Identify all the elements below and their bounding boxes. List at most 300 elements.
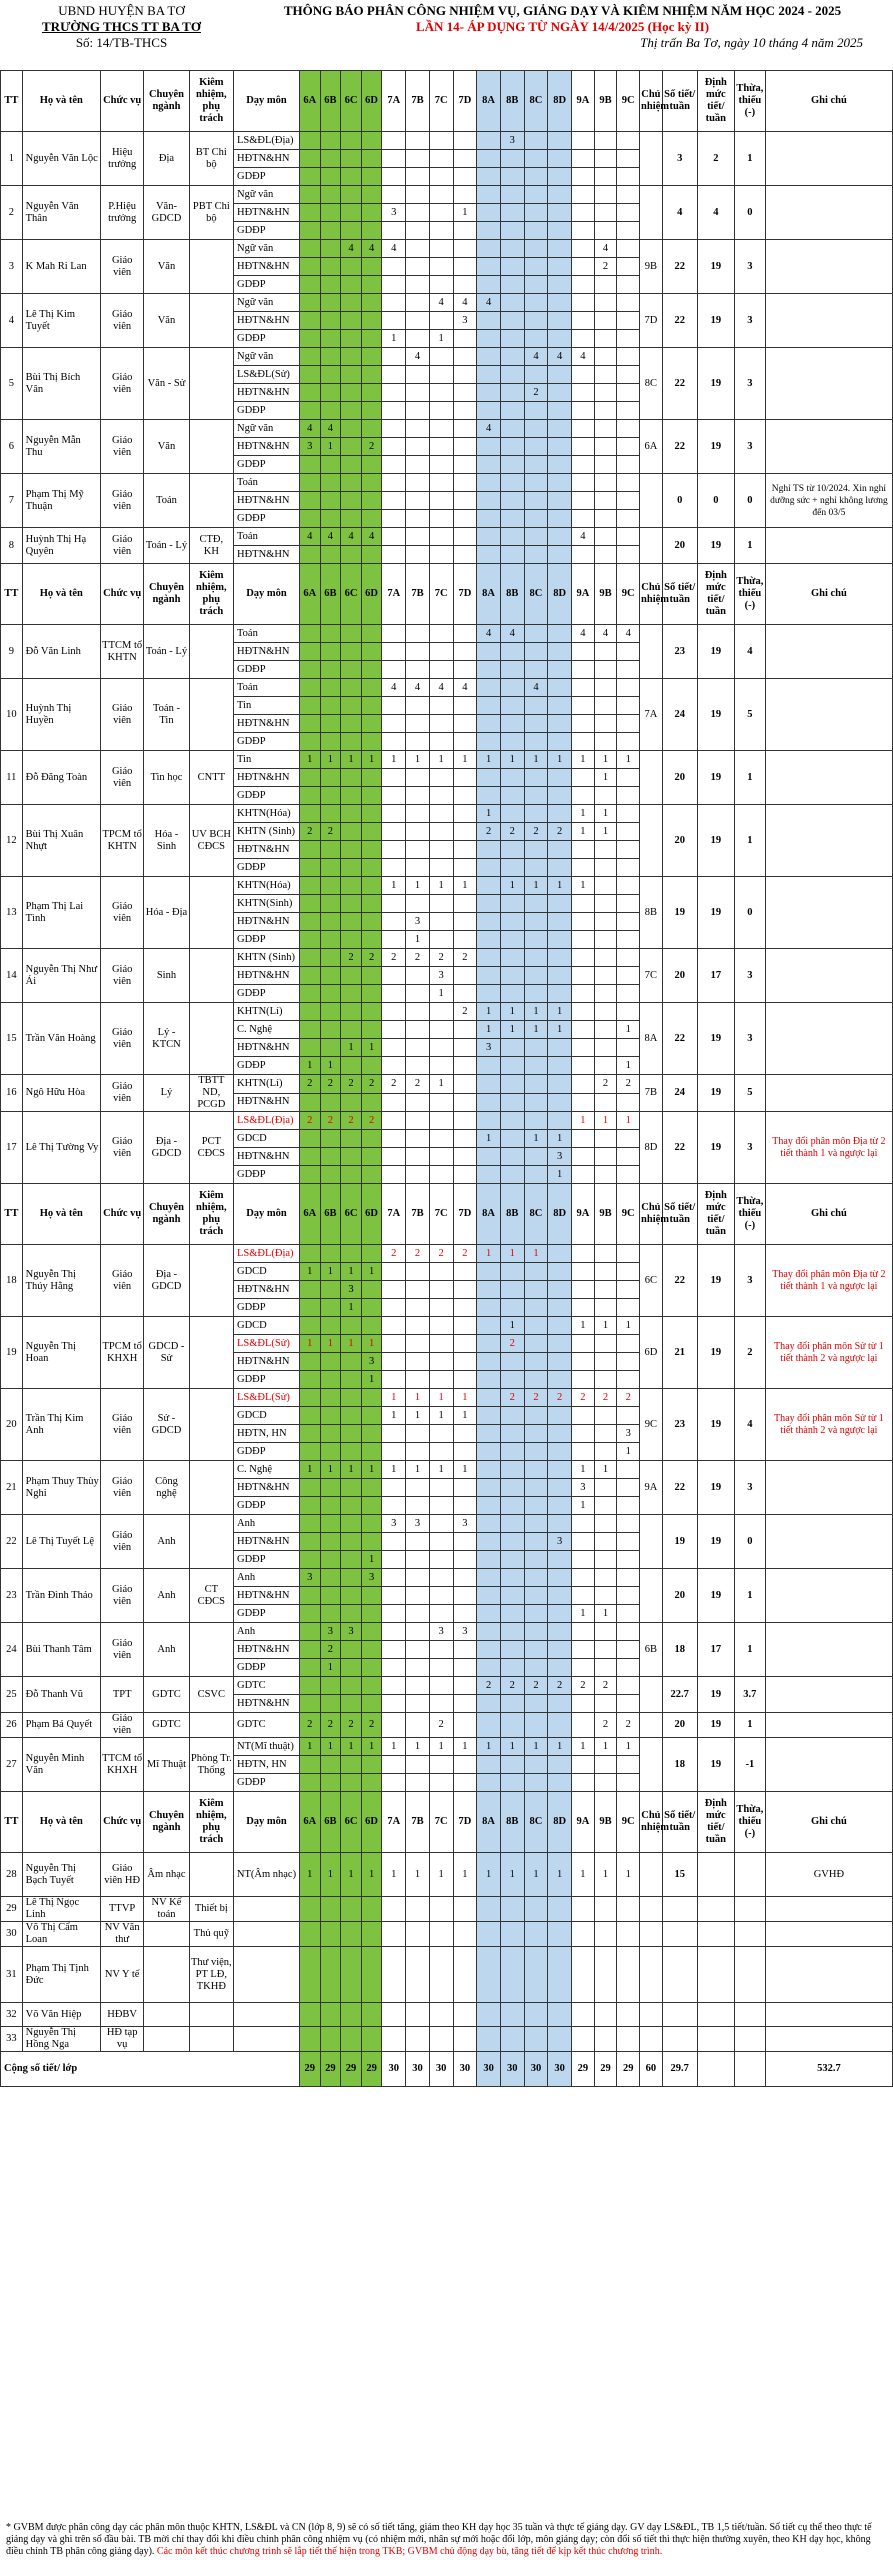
period-cell-6a: 1 <box>299 751 320 769</box>
period-cell-9a <box>572 474 595 492</box>
col-class-header-8c: 8C <box>524 564 548 625</box>
period-cell-9a <box>572 787 595 805</box>
period-cell-6a: 3 <box>299 438 320 456</box>
period-cell-6d <box>361 697 382 715</box>
teacher-concurrent: UV BCH CĐCS <box>189 805 233 877</box>
periods-cell: 21 <box>662 1317 697 1389</box>
period-cell-6c <box>341 895 362 913</box>
period-cell-7d <box>453 1641 477 1659</box>
period-cell-6d <box>361 1533 382 1551</box>
row-number: 3 <box>1 240 23 294</box>
subject-cell: KHTN(Hóa) <box>233 805 299 823</box>
period-cell-8a: 1 <box>477 1853 501 1897</box>
teacher-major: Văn-GDCD <box>144 186 189 240</box>
subject-cell: LS&ĐL(Sử) <box>233 1389 299 1407</box>
period-cell-6a <box>299 1587 320 1605</box>
teacher-position: Giáo viên <box>101 1461 144 1515</box>
total-cell-8d: 30 <box>548 2052 572 2087</box>
col-class-header-7c: 7C <box>429 1184 453 1245</box>
period-cell-6d <box>361 510 382 528</box>
teacher-position: Giáo viên <box>101 949 144 1003</box>
period-cell-7d <box>453 769 477 787</box>
row-number: 15 <box>1 1003 23 1075</box>
period-cell-9b <box>594 420 617 438</box>
homeroom-cell: 6D <box>640 1317 663 1389</box>
period-cell-9a <box>572 204 595 222</box>
period-cell-6d: 1 <box>361 751 382 769</box>
period-cell-9c <box>617 1569 640 1587</box>
period-cell-6c: 4 <box>341 528 362 546</box>
period-cell-9c <box>617 420 640 438</box>
period-cell-9a <box>572 402 595 420</box>
period-cell-8c <box>524 967 548 985</box>
period-cell-6b <box>320 294 341 312</box>
staff-name: Nguyễn Thị Hồng Nga <box>22 2027 100 2052</box>
period-cell-9a <box>572 276 595 294</box>
subject-cell: KHTN(Lí) <box>233 1075 299 1094</box>
period-cell-7c: 1 <box>429 1075 453 1094</box>
period-cell-7a <box>382 1623 406 1641</box>
subject-cell: GDĐP <box>233 1166 299 1184</box>
col-class-header-6d: 6D <box>361 1792 382 1853</box>
period-cell-6a <box>299 1515 320 1533</box>
document-header <box>0 0 893 70</box>
period-cell-7d <box>453 625 477 643</box>
period-cell-8c <box>524 204 548 222</box>
period-cell-9b <box>594 474 617 492</box>
period-cell-9c <box>617 1093 640 1112</box>
period-cell-9b <box>594 294 617 312</box>
period-cell-6c <box>341 1641 362 1659</box>
period-cell-8d <box>548 1407 572 1425</box>
subject-cell: HĐTN&HN <box>233 438 299 456</box>
period-cell-9c <box>617 366 640 384</box>
period-cell-8a <box>477 492 501 510</box>
period-cell-7c <box>429 1057 453 1075</box>
periods-cell: 18 <box>662 1623 697 1677</box>
teacher-major: Công nghệ <box>144 1461 189 1515</box>
period-cell-7b <box>406 1587 430 1605</box>
col-class-header-9c: 9C <box>617 71 640 132</box>
period-cell-6a <box>299 1443 320 1461</box>
period-cell-9c <box>617 913 640 931</box>
period-cell-6d <box>361 841 382 859</box>
period-cell-6b <box>320 258 341 276</box>
period-cell-7c <box>429 841 453 859</box>
staff-row <box>1 1947 893 2003</box>
period-cell-9a <box>572 1774 595 1792</box>
col-class-header-7d: 7D <box>453 564 477 625</box>
period-cell-7d <box>453 805 477 823</box>
period-cell-7d <box>453 510 477 528</box>
period-cell-7c <box>429 1263 453 1281</box>
period-cell-9b <box>594 1425 617 1443</box>
teacher-row <box>1 877 893 895</box>
homeroom-cell <box>640 1947 663 2003</box>
period-cell-8d <box>548 1641 572 1659</box>
subject-cell: HĐTN&HN <box>233 1039 299 1057</box>
period-cell-6c <box>341 1774 362 1792</box>
period-cell-6d <box>361 895 382 913</box>
period-cell-7c: 2 <box>429 949 453 967</box>
period-cell-7d <box>453 384 477 402</box>
period-cell-9a <box>572 510 595 528</box>
period-cell-7c: 3 <box>429 967 453 985</box>
period-cell-6a: 2 <box>299 1112 320 1130</box>
period-cell-6b <box>320 1605 341 1623</box>
period-cell-9b <box>594 528 617 546</box>
period-cell-7a: 2 <box>382 1075 406 1094</box>
teacher-concurrent <box>189 1389 233 1461</box>
period-cell-9c <box>617 931 640 949</box>
period-cell-8d <box>548 1425 572 1443</box>
col-class-header-7a: 7A <box>382 1792 406 1853</box>
period-cell-6c <box>341 1515 362 1533</box>
period-cell-9c: 1 <box>617 1057 640 1075</box>
note-cell <box>765 1569 892 1623</box>
subject-cell: HĐTN&HN <box>233 1641 299 1659</box>
period-cell-6a <box>299 1371 320 1389</box>
period-cell-6d <box>361 186 382 204</box>
period-cell-9c <box>617 1677 640 1695</box>
period-cell-6c <box>341 1389 362 1407</box>
period-cell-7b: 1 <box>406 1853 430 1897</box>
period-cell-8d <box>548 1317 572 1335</box>
period-cell-9b <box>594 330 617 348</box>
period-cell-7a <box>382 823 406 841</box>
period-cell-9a <box>572 697 595 715</box>
period-cell-6b <box>320 168 341 186</box>
period-cell-9a <box>572 1281 595 1299</box>
staff-major: NV Kế toán <box>144 1897 189 1922</box>
subject-cell: GDCD <box>233 1407 299 1425</box>
period-cell-8a <box>477 1407 501 1425</box>
period-cell-7b: 2 <box>406 949 430 967</box>
period-cell-8a <box>477 1281 501 1299</box>
period-cell-8b <box>500 1039 524 1057</box>
period-cell-7b <box>406 1281 430 1299</box>
period-cell-9c <box>617 1947 640 2003</box>
staff-concurrent <box>189 1853 233 1897</box>
period-cell-8d <box>548 841 572 859</box>
subject-cell: GDĐP <box>233 456 299 474</box>
period-cell-7b <box>406 474 430 492</box>
period-cell-7b <box>406 438 430 456</box>
total-cell-6b: 29 <box>320 2052 341 2087</box>
period-cell-7a <box>382 1479 406 1497</box>
period-cell-6d <box>361 1407 382 1425</box>
period-cell-8d <box>548 967 572 985</box>
period-cell-7c <box>429 1443 453 1461</box>
quota-cell: 19 <box>697 1677 734 1713</box>
period-cell-8b <box>500 150 524 168</box>
period-cell-7a <box>382 643 406 661</box>
staff-row <box>1 1922 893 1947</box>
period-cell-8a <box>477 1371 501 1389</box>
period-cell-9c <box>617 643 640 661</box>
period-cell-9c <box>617 348 640 366</box>
period-cell-7b <box>406 1922 430 1947</box>
period-cell-8c: 1 <box>524 1738 548 1756</box>
col-class-header-7b: 7B <box>406 564 430 625</box>
period-cell-6b: 1 <box>320 751 341 769</box>
period-cell-7d <box>453 348 477 366</box>
subject-cell: GDĐP <box>233 1605 299 1623</box>
period-cell-6b: 1 <box>320 1461 341 1479</box>
col-quota-header: Định mức tiết/ tuần <box>697 564 734 625</box>
period-cell-9c: 4 <box>617 625 640 643</box>
teacher-major: Tin học <box>144 751 189 805</box>
period-cell-7d: 1 <box>453 1738 477 1756</box>
period-cell-7c <box>429 1093 453 1112</box>
subject-cell: Anh <box>233 1569 299 1587</box>
teacher-name: Phạm Bá Quyết <box>22 1713 100 1738</box>
period-cell-6c <box>341 402 362 420</box>
quota-cell: 19 <box>697 1112 734 1184</box>
teacher-concurrent <box>189 679 233 751</box>
period-cell-8a <box>477 1623 501 1641</box>
period-cell-9b <box>594 384 617 402</box>
note-cell <box>765 528 892 564</box>
period-cell-7b <box>406 312 430 330</box>
total-homeroom: 60 <box>640 2052 663 2087</box>
period-cell-7a <box>382 1587 406 1605</box>
staff-concurrent <box>189 2027 233 2052</box>
period-cell-6c <box>341 1003 362 1021</box>
period-cell-8a: 1 <box>477 805 501 823</box>
quota-cell: 19 <box>697 528 734 564</box>
period-cell-6a <box>299 643 320 661</box>
period-cell-7a <box>382 2003 406 2027</box>
period-cell-6c <box>341 1425 362 1443</box>
period-cell-9c <box>617 1039 640 1057</box>
period-cell-7b <box>406 2027 430 2052</box>
period-cell-9c <box>617 1659 640 1677</box>
homeroom-cell: 7C <box>640 949 663 1003</box>
period-cell-7b <box>406 186 430 204</box>
period-cell-9a <box>572 1569 595 1587</box>
period-cell-6d: 1 <box>361 1335 382 1353</box>
subject-cell: C. Nghệ <box>233 1021 299 1039</box>
header-row <box>1 1792 893 1853</box>
period-cell-7d <box>453 1317 477 1335</box>
col-class-header-8d: 8D <box>548 1792 572 1853</box>
period-cell-9b <box>594 859 617 877</box>
teacher-position: Giáo viên <box>101 1112 144 1184</box>
period-cell-8a: 1 <box>477 1738 501 1756</box>
period-cell-6d: 3 <box>361 1353 382 1371</box>
period-cell-7c <box>429 1281 453 1299</box>
period-cell-7d <box>453 1093 477 1112</box>
col-major-header: Chuyên ngành <box>144 1792 189 1853</box>
period-cell-6a <box>299 1774 320 1792</box>
period-cell-6c <box>341 913 362 931</box>
period-cell-6a <box>299 510 320 528</box>
period-cell-8c: 1 <box>524 751 548 769</box>
teacher-concurrent <box>189 1003 233 1075</box>
teacher-name: Đỗ Thanh Vũ <box>22 1677 100 1713</box>
subject-cell: HĐTN&HN <box>233 258 299 276</box>
period-cell-6d <box>361 456 382 474</box>
period-cell-7c <box>429 402 453 420</box>
period-cell-7a <box>382 258 406 276</box>
period-cell-8c <box>524 438 548 456</box>
period-cell-6a <box>299 733 320 751</box>
period-cell-6d <box>361 384 382 402</box>
period-cell-6b <box>320 186 341 204</box>
period-cell-8b <box>500 456 524 474</box>
period-cell-8b <box>500 1353 524 1371</box>
period-cell-9a <box>572 1075 595 1094</box>
period-cell-8d <box>548 1057 572 1075</box>
period-cell-7d <box>453 1166 477 1184</box>
period-cell-6a <box>299 2027 320 2052</box>
period-cell-8c <box>524 1425 548 1443</box>
period-cell-7c <box>429 1569 453 1587</box>
period-cell-6a: 1 <box>299 1057 320 1075</box>
teacher-name: Nguyễn Văn Lộc <box>22 132 100 186</box>
period-cell-7d <box>453 258 477 276</box>
period-cell-8d <box>548 2027 572 2052</box>
col-major-header: Chuyên ngành <box>144 564 189 625</box>
period-cell-6d <box>361 2027 382 2052</box>
row-number: 27 <box>1 1738 23 1792</box>
note-cell <box>765 751 892 805</box>
periods-cell: 23 <box>662 1389 697 1461</box>
period-cell-8b <box>500 1659 524 1677</box>
period-cell-9c <box>617 1641 640 1659</box>
period-cell-8b <box>500 1263 524 1281</box>
period-cell-7a <box>382 1166 406 1184</box>
period-cell-8d: 4 <box>548 348 572 366</box>
period-cell-9a <box>572 913 595 931</box>
period-cell-8c <box>524 733 548 751</box>
period-cell-7a <box>382 1533 406 1551</box>
doc-number: Số: 14/TB-THCS <box>75 35 168 50</box>
period-cell-8c <box>524 787 548 805</box>
teacher-name: Phạm Thị Mỹ Thuận <box>22 474 100 528</box>
teacher-concurrent <box>189 1713 233 1738</box>
period-cell-9a <box>572 2027 595 2052</box>
note-cell: Thay đổi phân môn Địa từ 2 tiết thành 1 và ngược lại <box>765 1112 892 1184</box>
period-cell-9c <box>617 222 640 240</box>
period-cell-8a <box>477 715 501 733</box>
period-cell-9c <box>617 1551 640 1569</box>
homeroom-cell: 9A <box>640 1461 663 1515</box>
teacher-row <box>1 1677 893 1695</box>
period-cell-8a <box>477 769 501 787</box>
col-class-header-7c: 7C <box>429 71 453 132</box>
quota-cell: 19 <box>697 1003 734 1075</box>
period-cell-8c <box>524 985 548 1003</box>
period-cell-9a <box>572 312 595 330</box>
diff-cell: 3 <box>734 1003 765 1075</box>
period-cell-8b <box>500 967 524 985</box>
subject-cell: KHTN(Lí) <box>233 1003 299 1021</box>
period-cell-9a <box>572 1407 595 1425</box>
period-cell-9b <box>594 204 617 222</box>
diff-cell: 1 <box>734 1623 765 1677</box>
homeroom-cell <box>640 1853 663 1897</box>
period-cell-9a <box>572 1443 595 1461</box>
period-cell-7a <box>382 1003 406 1021</box>
period-cell-8b <box>500 1533 524 1551</box>
period-cell-9b: 2 <box>594 258 617 276</box>
period-cell-8a <box>477 1605 501 1623</box>
period-cell-9b <box>594 1166 617 1184</box>
period-cell-6d: 2 <box>361 949 382 967</box>
teacher-row <box>1 625 893 643</box>
period-cell-9b <box>594 1263 617 1281</box>
period-cell-7d <box>453 1479 477 1497</box>
periods-cell <box>662 2003 697 2027</box>
period-cell-9c <box>617 1335 640 1353</box>
period-cell-6a: 2 <box>299 1713 320 1738</box>
period-cell-6a <box>299 697 320 715</box>
period-cell-6a <box>299 1677 320 1695</box>
period-cell-9c <box>617 841 640 859</box>
subject-cell: LS&ĐL(Địa) <box>233 1245 299 1263</box>
total-cell-6a: 29 <box>299 2052 320 2087</box>
period-cell-8d <box>548 510 572 528</box>
period-cell-9a <box>572 492 595 510</box>
period-cell-9b <box>594 949 617 967</box>
period-cell-8a <box>477 1756 501 1774</box>
period-cell-6c <box>341 1407 362 1425</box>
period-cell-7a: 3 <box>382 204 406 222</box>
period-cell-8c <box>524 1166 548 1184</box>
period-cell-7d: 1 <box>453 1853 477 1897</box>
period-cell-8a <box>477 1263 501 1281</box>
total-cell-9b: 29 <box>594 2052 617 2087</box>
period-cell-7c <box>429 1335 453 1353</box>
teacher-major: Mĩ Thuật <box>144 1738 189 1792</box>
period-cell-7d <box>453 1569 477 1587</box>
period-cell-9c <box>617 1148 640 1166</box>
period-cell-6c <box>341 1371 362 1389</box>
period-cell-9a: 1 <box>572 805 595 823</box>
period-cell-8c <box>524 1317 548 1335</box>
period-cell-6b <box>320 1756 341 1774</box>
subject-cell: GDĐP <box>233 661 299 679</box>
period-cell-6c <box>341 474 362 492</box>
period-cell-8b <box>500 1443 524 1461</box>
period-cell-8d <box>548 312 572 330</box>
period-cell-8a <box>477 1713 501 1738</box>
period-cell-8a <box>477 1641 501 1659</box>
period-cell-9b <box>594 1497 617 1515</box>
period-cell-9b <box>594 2027 617 2052</box>
teacher-position: Giáo viên <box>101 420 144 474</box>
period-cell-6d <box>361 1166 382 1184</box>
homeroom-cell <box>640 2027 663 2052</box>
period-cell-9a <box>572 715 595 733</box>
period-cell-7a <box>382 1695 406 1713</box>
period-cell-8d <box>548 366 572 384</box>
period-cell-7d <box>453 1299 477 1317</box>
period-cell-9a: 1 <box>572 751 595 769</box>
subject-cell: KHTN (Sinh) <box>233 949 299 967</box>
subject-cell <box>233 2027 299 2052</box>
period-cell-7a <box>382 1897 406 1922</box>
period-cell-6c <box>341 204 362 222</box>
period-cell-6c <box>341 985 362 1003</box>
period-cell-8a <box>477 1389 501 1407</box>
col-note-header: Ghi chú <box>765 1184 892 1245</box>
period-cell-6d <box>361 1425 382 1443</box>
period-cell-7a <box>382 1641 406 1659</box>
periods-cell <box>662 1947 697 2003</box>
